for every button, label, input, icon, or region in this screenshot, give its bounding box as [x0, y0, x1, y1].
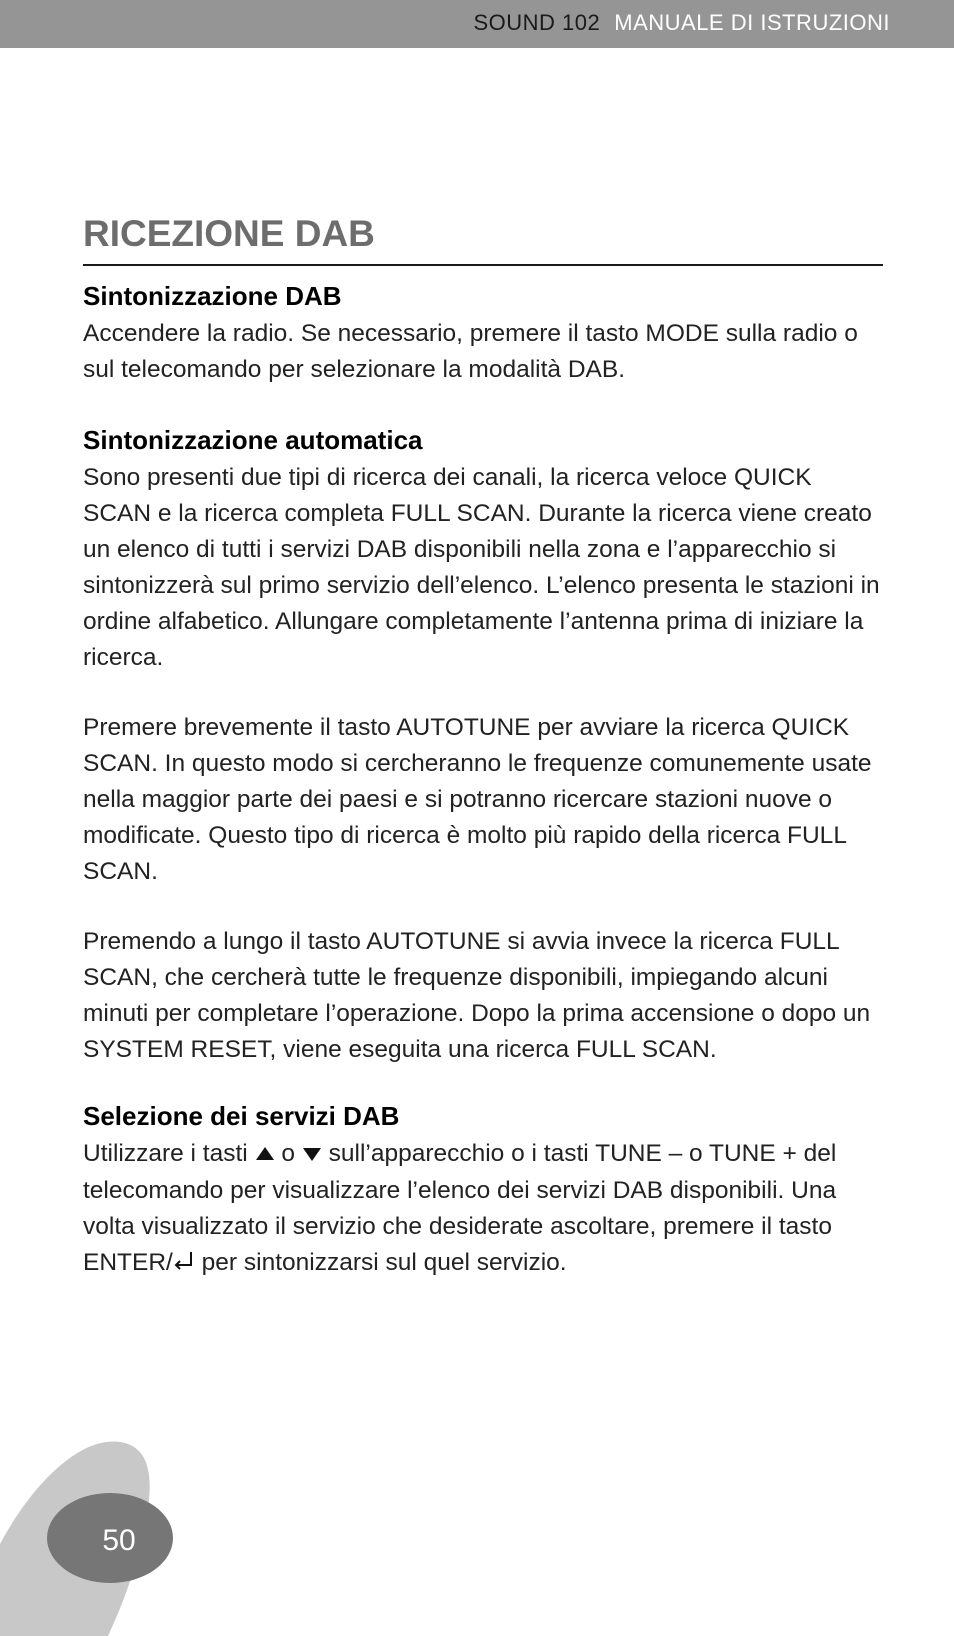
header-title [473, 10, 890, 36]
selection-text-1: Utilizzare i tasti [83, 1140, 248, 1167]
selection-text-4: per sintonizzarsi sul quel servizio. [201, 1248, 567, 1276]
title-divider [83, 264, 883, 266]
paragraph: Premere brevemente il tasto AUTOTUNE per avviare la ricerca QUICK SCAN. In questo modo si cercheranno le frequenze comunemente usate nella maggior parte dei paesi e si potranno ricercare stazioni nuove o modificate. Questo tipo di ricerca è molto più rapido della ricerca FULL SCAN. [83, 714, 872, 885]
header-manual: MANUALE DI ISTRUZIONI [614, 10, 890, 35]
paragraph: Accendere la radio. Se necessario, premere il tasto MODE sulla radio o sul telecomando per selezionare la modalità DAB. [83, 320, 858, 383]
paragraph-selection [83, 1136, 883, 1281]
heading-auto-tuning: Sintonizzazione automatica [83, 425, 423, 455]
selection-text-2: o [281, 1140, 295, 1167]
section-title: RICEZIONE DAB [83, 213, 375, 254]
header-product: SOUND 102 [473, 10, 601, 35]
header-bar [0, 0, 954, 48]
heading-dab-tuning: Sintonizzazione DAB [83, 281, 342, 311]
page-content [83, 208, 883, 1281]
enter-return-icon [173, 1245, 195, 1281]
paragraph: Premendo a lungo il tasto AUTOTUNE si avvia invece la ricerca FULL SCAN, che cercherà tutte le frequenze disponibili, impiegando alcuni minuti per completare l’operazione. Dopo la prima accensione o dopo un SYSTEM RESET, viene eseguita una ricerca FULL SCAN. [83, 928, 871, 1063]
selection-text-3: sull’apparecchio o i tasti TUNE – o TUNE + del telecomando per visualizzare l’elenco dei servizi DAB disponibili. Una volta visualizzato il servizio che desiderate ascoltare, premere il tasto ENTER/ [83, 1140, 837, 1276]
page-number: 50 [102, 1524, 136, 1557]
up-arrow-icon [255, 1137, 275, 1173]
heading-dab-service-selection: Selezione dei servizi DAB [83, 1101, 400, 1131]
down-arrow-icon [302, 1137, 322, 1173]
paragraph: Sono presenti due tipi di ricerca dei canali, la ricerca veloce QUICK SCAN e la ricerca completa FULL SCAN. Durante la ricerca viene creato un elenco di tutti i servizi DAB disponibili nella zona e l’apparecchio si sintonizzerà sul primo servizio dell’elenco. L’elenco presenta le stazioni in ordine alfabetico. Allungare completamente l’antenna prima di iniziare la ricerca. [83, 464, 880, 671]
